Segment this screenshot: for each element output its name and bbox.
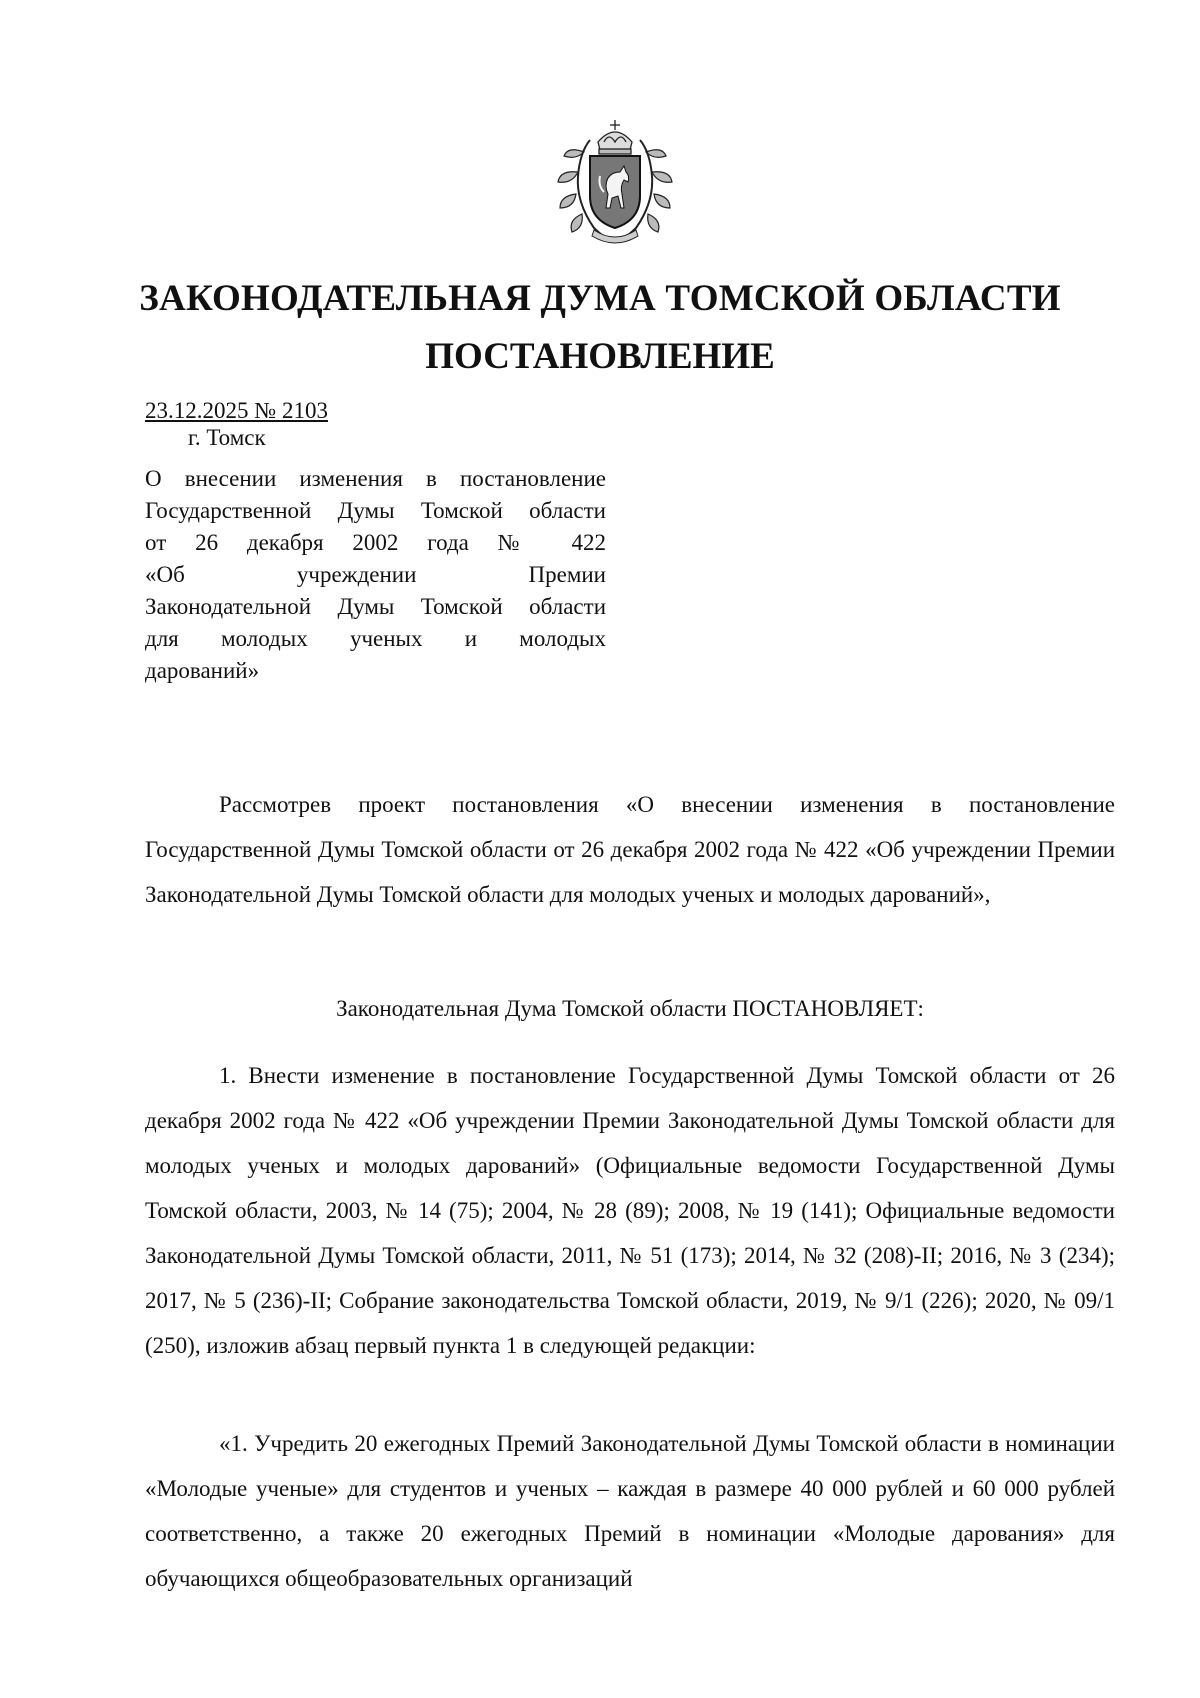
subject-line: «Об учреждении Премии — [145, 562, 606, 587]
subject-line: для молодых ученых и молодых — [145, 626, 606, 651]
paragraph-text: «1. Учредить 20 ежегодных Премий Законодательной Думы Томской области в номинации «Молодые ученые» для студентов и ученых – каждая в размере 40 000 рублей и 60 000 рублей соответственно, а также 20 ежегодных Премий в номинации «Молодые дарования» для обучающихся общеобразовательных организаций — [145, 1431, 1115, 1591]
document-date-number: 23.12.2025 № 2103 — [145, 398, 328, 423]
document-type-title: ПОСТАНОВЛЕНИЕ — [425, 336, 775, 377]
shield-icon — [590, 156, 640, 228]
quoted-paragraph — [145, 1421, 1115, 1601]
subject-line: Государственной Думы Томской области — [145, 498, 606, 523]
organization-title: ЗАКОНОДАТЕЛЬНАЯ ДУМА ТОМСКОЙ ОБЛАСТИ — [139, 278, 1061, 319]
item-1-paragraph — [145, 1053, 1115, 1368]
resolves-paragraph — [145, 986, 1115, 1031]
document-city: г. Томск — [188, 425, 266, 450]
crown-icon — [598, 120, 632, 154]
considering-paragraph — [145, 782, 1115, 917]
subject-line: Законодательной Думы Томской области — [145, 594, 606, 619]
coat-of-arms-emblem — [554, 116, 676, 248]
document-subject — [145, 463, 606, 687]
subject-line: О внесении изменения в постановление — [145, 466, 606, 491]
subject-line: от 26 декабря 2002 года № 422 — [145, 530, 606, 555]
paragraph-text: Законодательная Дума Томской области ПОСТАНОВЛЯЕТ: — [336, 996, 924, 1021]
paragraph-text: Рассмотрев проект постановления «О внесении изменения в постановление Государственной Думы Томской области от 26 декабря 2002 года № 422 «Об учреждении Премии Законодательной Думы Томской области для молодых ученых и молодых дарований», — [145, 792, 1115, 907]
subject-line: дарований» — [145, 658, 260, 683]
paragraph-text: 1. Внести изменение в постановление Государственной Думы Томской области от 26 декабря 2002 года № 422 «Об учреждении Премии Законодательной Думы Томской области для молодых ученых и молодых дарований» (Официальные ведомости Государственной Думы Томской области, 2003, № 14 (75); 2004, № 28 (89); 2008, № 19 (141); Официальные ведомости Законодательной Думы Томской области, 2011, № 51 (173); 2014, № 32 (208)-II; 2016, № 3 (234); 2017, № 5 (236)-II; Собрание законодательства Томской области, 2019, № 9/1 (226); 2020, № 09/1 (250), изложив абзац первый пункта 1 в следующей редакции: — [145, 1063, 1115, 1358]
